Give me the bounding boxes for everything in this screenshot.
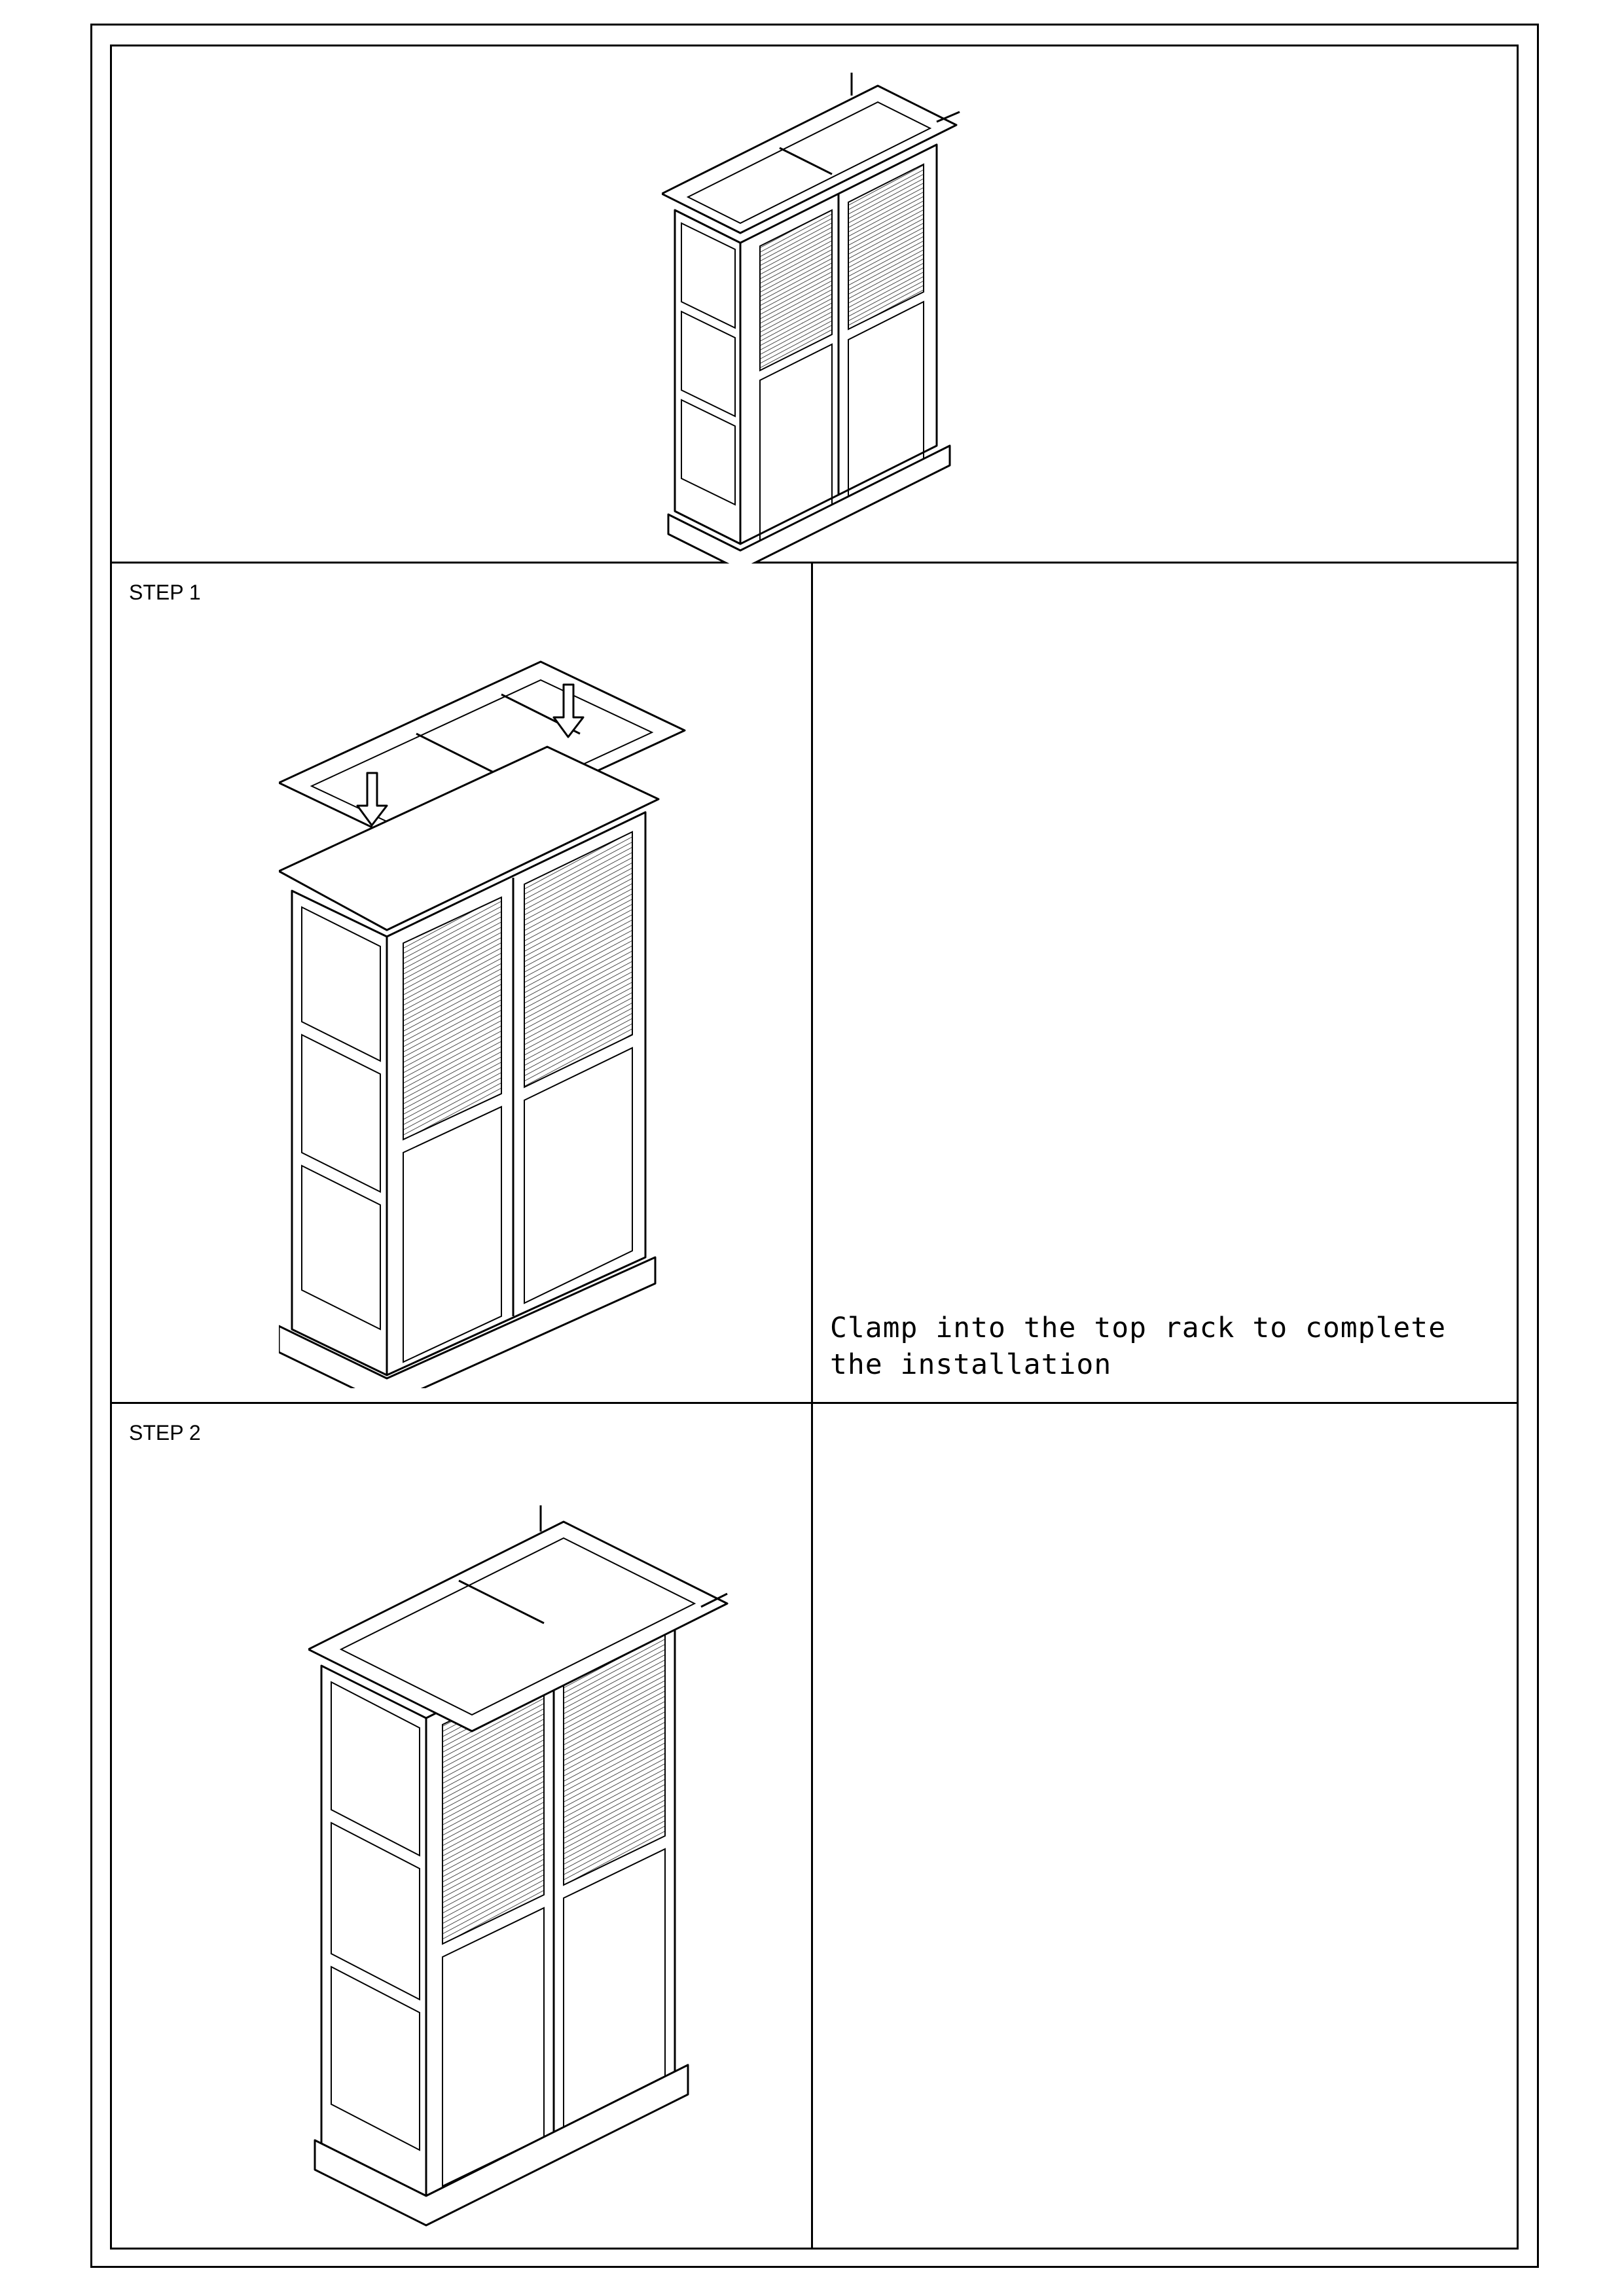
- hero-cell: [112, 46, 1517, 564]
- instruction-grid: [110, 45, 1519, 2250]
- step-2-figure-cell: [112, 1404, 813, 2248]
- cabinet-with-top-rack-installed-illustration: [308, 1450, 753, 2235]
- step-2-label: STEP 2: [129, 1421, 201, 1444]
- step-1-figure-cell: [112, 564, 813, 1404]
- cabinet-with-top-rack-above-illustration: [279, 609, 750, 1388]
- step-2-text-cell: [813, 1404, 1517, 2248]
- assembled-cabinet-illustration: [662, 60, 1107, 564]
- step-1-label: STEP 1: [129, 581, 201, 604]
- step-1-text-cell: [813, 564, 1517, 1404]
- step-1-caption: Clamp into the top rack to complete the installation: [830, 1312, 1447, 1381]
